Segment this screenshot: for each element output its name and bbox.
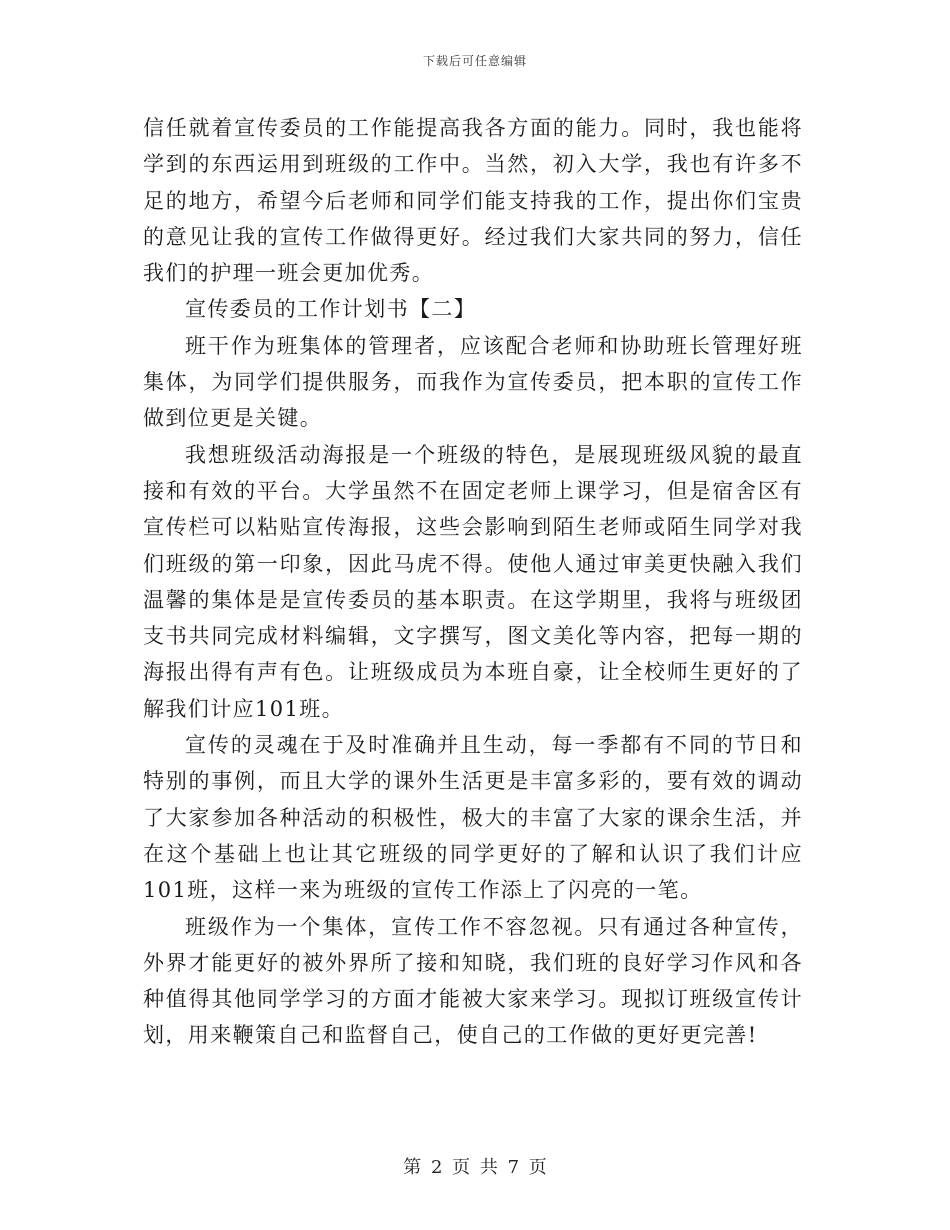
page-header: 下载后可任意编辑 — [422, 54, 527, 68]
paragraph: 班干作为班集体的管理者，应该配合老师和协助班长管理好班集体，为同学们提供服务，而我作为宣传委员，把本职的宣传工作做到位更是关键。 — [143, 333, 803, 431]
section-heading: 宣传委员的工作计划书【二】 — [185, 297, 477, 322]
document-body — [143, 110, 803, 1054]
paragraph: 班级作为一个集体，宣传工作不容忽视。只有通过各种宣传，外界才能更好的被外界所了接和知晓，我们班的良好学习作风和各种值得其他同学学习的方面才能被大家来学习。现拟订班级宣传计划，用来鞭策自己和监督自己，使自己的工作做的更好更完善! — [143, 914, 803, 1048]
paragraph: 宣传的灵魂在于及时准确并且生动，每一季都有不同的节日和特别的事例，而且大学的课外生活更是丰富多彩的，要有效的调动了大家参加各种活动的积极性，极大的丰富了大家的课余生活，并在这个基础上也让其它班级的同学更好的了解和认识了我们计应101班，这样一来为班级的宣传工作添上了闪亮的一笔。 — [143, 733, 803, 903]
page-number: 第 2 页 共 7 页 — [403, 1157, 547, 1178]
paragraph: 我想班级活动海报是一个班级的特色，是展现班级风貌的最直接和有效的平台。大学虽然不在固定老师上课学习，但是宿舍区有宣传栏可以粘贴宣传海报，这些会影响到陌生老师或陌生同学对我们班级的第一印象，因此马虎不得。使他人通过审美更快融入我们温馨的集体是是宣传委员的基本职责。在这学期里，我将与班级团支书共同完成材料编辑，文字撰写，图文美化等内容，把每一期的海报出得有声有色。让班级成员为本班自豪，让全校师生更好的了解我们计应101班。 — [143, 442, 803, 721]
paragraph-continued: 信任就着宣传委员的工作能提高我各方面的能力。同时，我也能将学到的东西运用到班级的工作中。当然，初入大学，我也有许多不足的地方，希望今后老师和同学们能支持我的工作，提出你们宝贵的意见让我的宣传工作做得更好。经过我们大家共同的努力，信任我们的护理一班会更加优秀。 — [143, 116, 803, 286]
